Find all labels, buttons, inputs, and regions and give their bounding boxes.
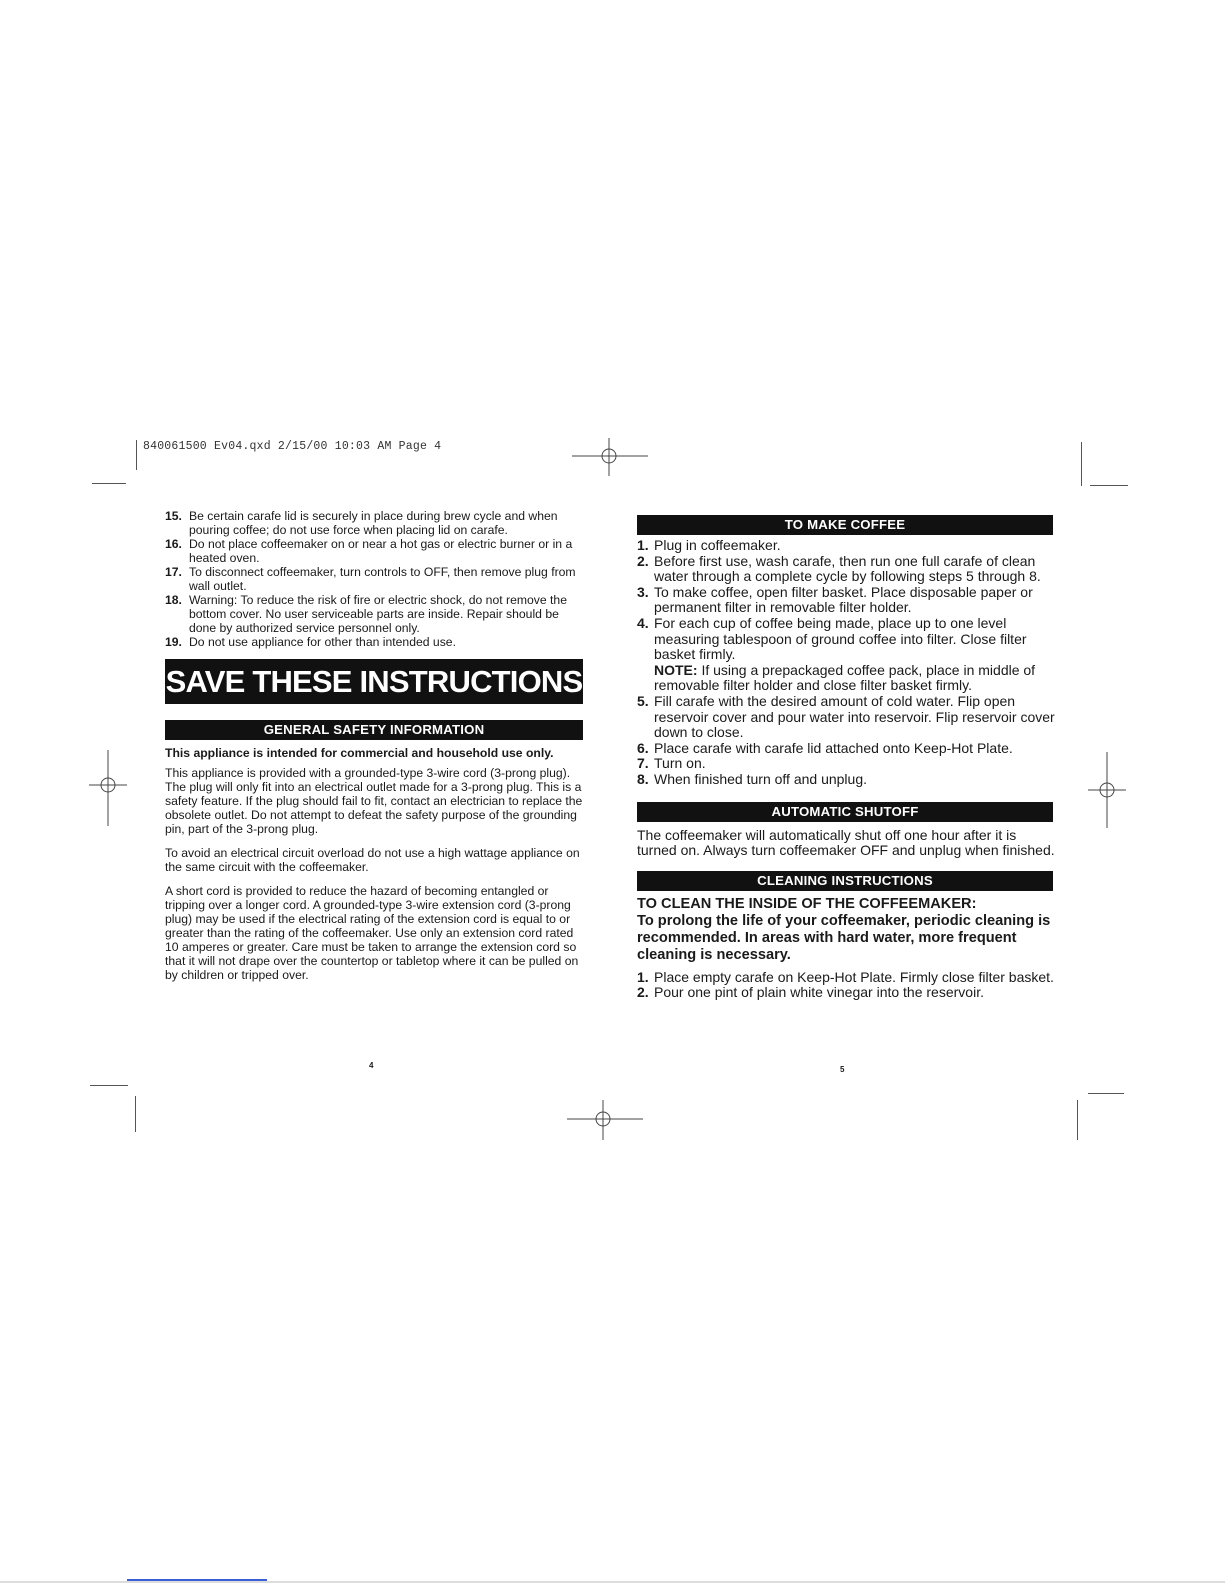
- registration-mark-top-icon: [572, 438, 648, 476]
- registration-mark-right-icon: [1088, 752, 1126, 828]
- crop-mark-top-left-horizontal: [92, 483, 126, 484]
- paragraph: This appliance is provided with a grounded-type 3-wire cord (3-prong plug). The plug will only fit into an electrical outlet made for a 3-prong plug. This is a safety feature. If the plug should fail to fit, contact an electrician to replace the obsolete outlet. Do not attempt to defeat the safety purpose of the grounding pin, part of the 3-prong plug.: [165, 766, 583, 836]
- list-item: 1. Plug in coffeemaker.: [637, 537, 781, 553]
- note-label: NOTE:: [654, 661, 698, 678]
- list-item: 16. Do not place coffeemaker on or near a hot gas or electric burner or in a heated oven.: [165, 537, 573, 565]
- cleaning-instructions-banner: CLEANING INSTRUCTIONS: [637, 871, 1053, 891]
- bottom-divider: [0, 1581, 1225, 1583]
- crop-mark-top-right-horizontal: [1090, 485, 1128, 486]
- registration-mark-bottom-icon: [567, 1100, 643, 1140]
- crop-mark-top-left-vertical: [136, 440, 137, 470]
- page-number-left: 4: [369, 1061, 374, 1070]
- list-item: 2. Pour one pint of plain white vinegar into the reservoir.: [637, 984, 984, 1001]
- bottom-highlight-bar: [127, 1579, 267, 1581]
- safety-lead-text: This appliance is intended for commercial and household use only.: [165, 746, 554, 760]
- make-coffee-banner: TO MAKE COFFEE: [637, 515, 1053, 535]
- list-item: 4. For each cup of coffee being made, place up to one level measuring tablespoon of ground coffee into filter. Close filter basket firmly. NOTE: If using a prepackaged coffee pack, place in middle of removable filter holder and close filter basket firmly.: [637, 614, 1036, 694]
- cleaning-heading: TO CLEAN THE INSIDE OF THE COFFEEMAKER:: [637, 895, 977, 912]
- list-item: 17. To disconnect coffeemaker, turn controls to OFF, then remove plug from wall outlet.: [165, 565, 576, 593]
- list-item: 19. Do not use appliance for other than intended use.: [165, 635, 456, 649]
- cleaning-subheading: To prolong the life of your coffeemaker, periodic cleaning is recommended. In areas with hard water, more frequent cleaning is necessary.: [637, 912, 1051, 963]
- save-instructions-banner: SAVE THESE INSTRUCTIONS: [165, 659, 583, 704]
- crop-mark-bottom-right-horizontal: [1088, 1093, 1124, 1094]
- make-coffee-steps: [637, 538, 1055, 788]
- paragraph: To avoid an electrical circuit overload do not use a high wattage appliance on the same circuit with the coffeemaker.: [165, 846, 580, 874]
- shutoff-text: The coffeemaker will automatically shut off one hour after it is turned on. Always turn coffeemaker OFF and unplug when finished.: [637, 826, 1055, 859]
- list-item: 5. Fill carafe with the desired amount of cold water. Flip open reservoir cover and pour water into reservoir. Flip reservoir cover down to close.: [637, 692, 1055, 741]
- list-item: 6. Place carafe with carafe lid attached onto Keep-Hot Plate.: [637, 739, 1013, 756]
- list-item: 8. When finished turn off and unplug.: [637, 770, 868, 787]
- crop-mark-bottom-right-vertical: [1077, 1100, 1078, 1140]
- general-safety-banner: GENERAL SAFETY INFORMATION: [165, 720, 583, 740]
- crop-mark-bottom-left-horizontal: [90, 1085, 128, 1086]
- note-text: If using a prepackaged coffee pack, place in middle of removable filter holder and close filter basket firmly.: [654, 661, 1036, 694]
- list-item: 1. Place empty carafe on Keep-Hot Plate. Firmly close filter basket.: [637, 968, 1054, 985]
- list-item: 7. Turn on.: [637, 755, 706, 772]
- page-number-right: 5: [840, 1065, 845, 1074]
- list-item: 18. Warning: To reduce the risk of fire or electric shock, do not remove the bottom cover. No user serviceable parts are inside. Repair should be done by authorized service personnel only.: [165, 593, 567, 635]
- list-item: 3. To make coffee, open filter basket. Place disposable paper or permanent filter in removable filter holder.: [637, 583, 1033, 616]
- left-page: [165, 509, 585, 992]
- crop-mark-top-right-vertical: [1081, 442, 1082, 486]
- crop-mark-bottom-left-vertical: [135, 1096, 136, 1132]
- cleaning-steps: [637, 970, 1055, 1001]
- list-item: 2. Before first use, wash carafe, then run one full carafe of clean water through a complete cycle by following steps 5 through 8.: [637, 552, 1041, 585]
- list-item: 15. Be certain carafe lid is securely in place during brew cycle and when pouring coffee; do not use force when placing lid on carafe.: [165, 509, 558, 537]
- automatic-shutoff-banner: AUTOMATIC SHUTOFF: [637, 802, 1053, 822]
- safety-list-continued: [165, 509, 585, 649]
- registration-mark-left-icon: [89, 750, 127, 826]
- file-slug-line: 840061500 Ev04.qxd 2/15/00 10:03 AM Page 4: [143, 440, 442, 453]
- paragraph: A short cord is provided to reduce the hazard of becoming entangled or tripping over a longer cord. A grounded-type 3-wire extension cord (3-prong plug) may be used if the electrical rating of the extension cord is equal to or greater than the rating of the coffeemaker. Use only an extension cord rated 10 amperes or greater. Care must be taken to arrange the extension cord so that it will not drape over the countertop or tabletop where it can be pulled on by children or tripped over.: [165, 884, 579, 982]
- right-page: [637, 515, 1055, 1001]
